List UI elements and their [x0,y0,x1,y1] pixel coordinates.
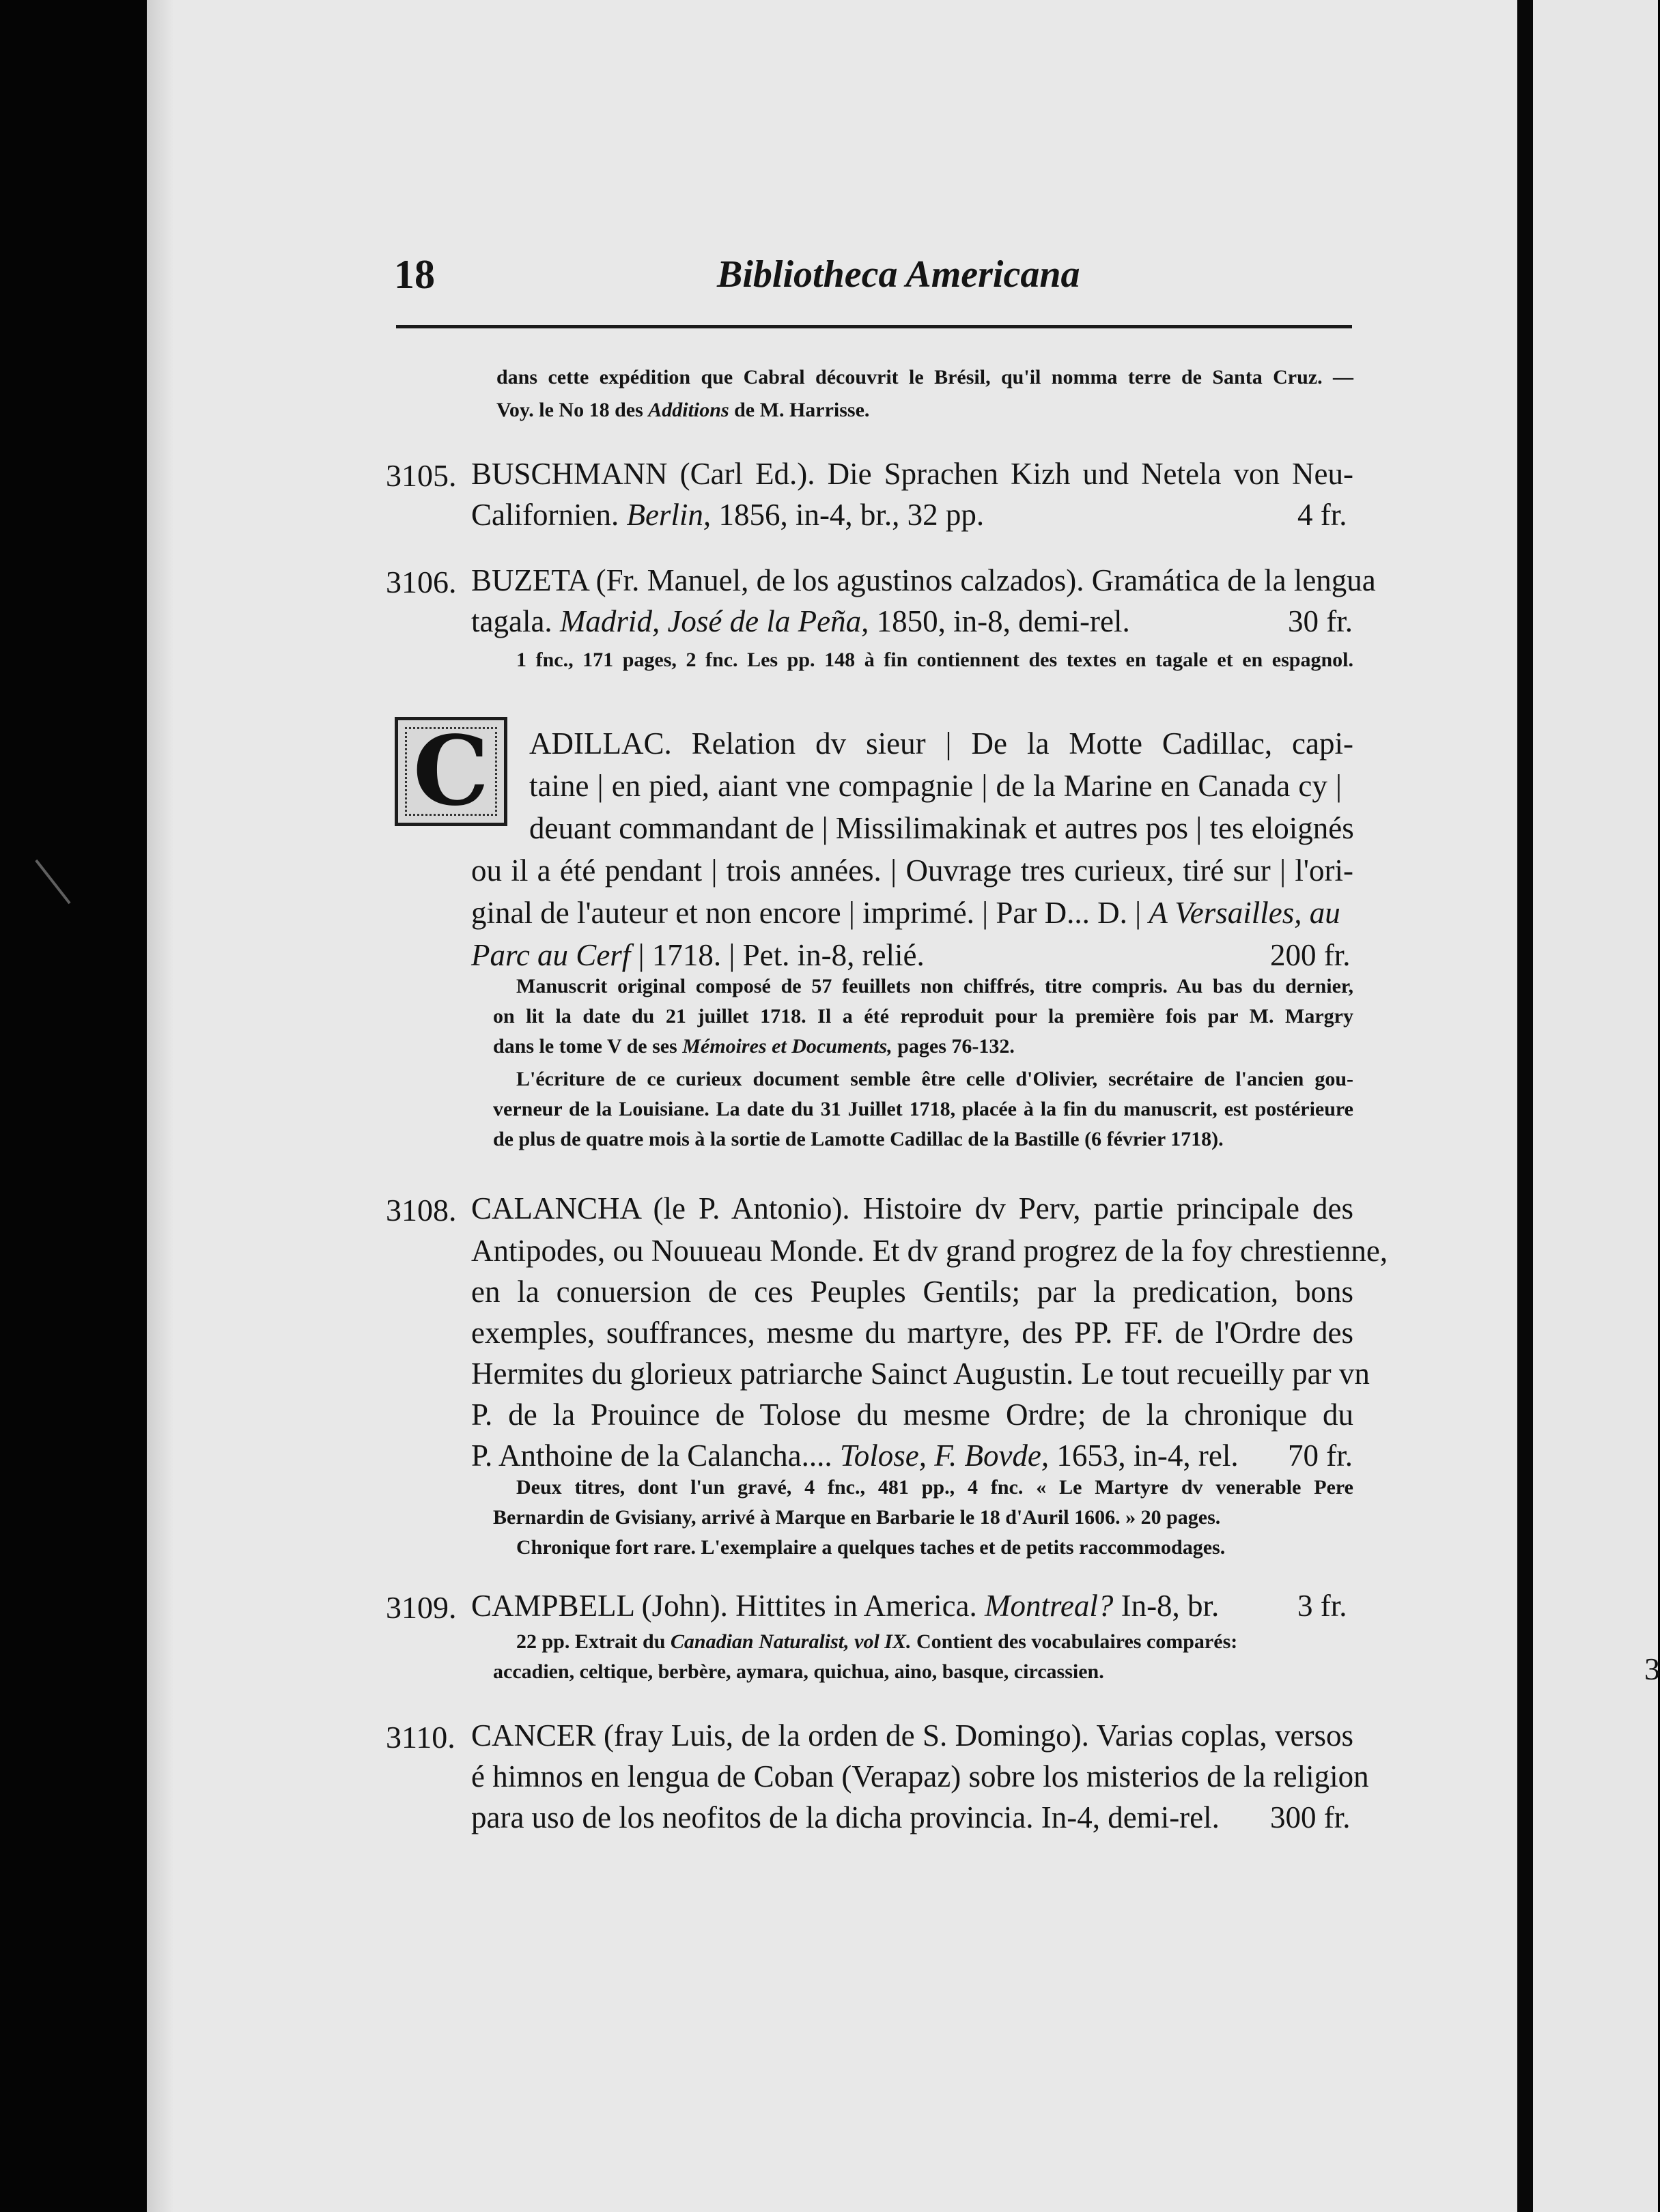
cadillac-line-2: taine | en pied, aiant vne compagnie | de la Marine en Canada cy | [529,769,1342,803]
entry-number: 3105. [386,458,457,493]
entry-3108-line-2: Antipodes, ou Nouueau Monde. Et dv grand progrez de la foy chrestienne, [471,1234,1388,1268]
page-gutter-shadow [147,0,174,2212]
page-number: 18 [394,252,435,297]
entry-3109-line-1: CAMPBELL (John). Hittites in America. Montreal? In-8, br. [471,1589,1220,1623]
cadillac-note-6: de plus de quatre mois à la sortie de Lamotte Cadillac de la Bastille (6 février 1718). [493,1128,1224,1150]
scan-left-edge [0,0,147,2212]
entry-price: 70 fr. [1288,1438,1353,1473]
entry-3108-line-3: en la conuersion de ces Peuples Gentils; par la predication, bons [471,1275,1353,1309]
entry-3106-line-2: tagala. Madrid, José de la Peña, 1850, in-8, demi-rel. [471,604,1130,638]
entry-3108-line-6: P. de la Prouince de Tolose du mesme Ordre; de la chronique du [471,1398,1353,1432]
cadillac-line-5: ginal de l'auteur et non encore | imprimé. | Par D... D. | A Versailles, au [471,896,1340,930]
cadillac-note-1: Manuscrit original composé de 57 feuillets non chiffrés, titre compris. Au bas du dernier, [516,975,1353,997]
facing-page-strip [1533,0,1658,2212]
entry-price: 3 fr. [1297,1589,1347,1623]
entry-3110-line-3: para uso de los neofitos de la dicha provincia. In-4, demi-rel. [471,1800,1220,1834]
entry-3106-note: 1 fnc., 171 pages, 2 fnc. Les pp. 148 à fin contiennent des textes en tagale et en espagnol. [516,649,1353,671]
entry-3108-line-1: CALANCHA (le P. Antonio). Histoire dv Perv, partie principale des [471,1191,1353,1225]
entry-price: 200 fr. [1270,938,1351,972]
entry-3105-line-2: Californien. Berlin, 1856, in-4, br., 32 pp. [471,498,985,532]
decorated-initial: C [395,717,507,826]
entry-price: 30 fr. [1288,604,1353,638]
cadillac-line-4: ou il a été pendant | trois années. | Ouvrage tres curieux, tiré sur | l'ori- [471,853,1353,888]
cadillac-line-3: deuant commandant de | Missilimakinak et autres pos | tes eloignés [529,811,1354,845]
entry-number: 3108. [386,1193,457,1228]
entry-3110-line-1: CANCER (fray Luis, de la orden de S. Domingo). Varias coplas, versos [471,1718,1353,1753]
cadillac-line-6: Parc au Cerf | 1718. | Pet. in-8, relié. [471,938,925,972]
entry-3108-line-5: Hermites du glorieux patriarche Sainct Augustin. Le tout recueilly par vn [471,1357,1370,1391]
cadillac-note-5: verneur de la Louisiane. La date du 31 Juillet 1718, placée à la fin du manuscrit, est postérieure [493,1098,1353,1120]
entry-3110-line-2: é himnos en lengua de Coban (Verapaz) sobre los misterios de la religion [471,1759,1369,1793]
entry-3108-line-7: P. Anthoine de la Calancha.... Tolose, F. Bovde, 1653, in-4, rel. [471,1438,1239,1473]
entry-3108-note-2: Bernardin de Gvisiany, arrivé à Marque en Barbarie le 18 d'Auril 1606. » 20 pages. [493,1506,1221,1529]
header-rule [396,325,1352,328]
cadillac-note-3: dans le tome V de ses Mémoires et Documents, pages 76-132. [493,1035,1015,1058]
entry-price: 300 fr. [1270,1800,1351,1834]
entry-3109-note-2: accadien, celtique, berbère, aymara, quichua, aino, basque, circassien. [493,1660,1104,1683]
entry-price: 4 fr. [1297,498,1347,532]
continuation-line-1: dans cette expédition que Cabral découvrit le Brésil, qu'il nomma terre de Santa Cruz. — [496,366,1353,388]
entry-3108-note-1: Deux titres, dont l'un gravé, 4 fnc., 481 pp., 4 fnc. « Le Martyre dv venerable Pere [516,1476,1353,1499]
facing-page-fragment: 3 [1644,1651,1660,1686]
cadillac-note-4: L'écriture de ce curieux document semble être celle d'Olivier, secrétaire de l'ancien gou- [516,1068,1353,1090]
continuation-line-2: Voy. le No 18 des Additions de M. Harrisse. [496,399,870,421]
entry-3106-line-1: BUZETA (Fr. Manuel, de los agustinos calzados). Gramática de la lengua [471,563,1376,597]
entry-3108-line-4: exemples, souffrances, mesme du martyre, des PP. FF. de l'Ordre des [471,1316,1353,1350]
cadillac-note-2: on lit la date du 21 juillet 1718. Il a été reproduit pour la première fois par M. Margry [493,1005,1353,1027]
running-head: Bibliotheca Americana [717,253,1080,296]
entry-3105-line-1: BUSCHMANN (Carl Ed.). Die Sprachen Kizh und Netela von Neu- [471,457,1353,491]
entry-number: 3109. [386,1590,457,1625]
entry-3109-note-1: 22 pp. Extrait du Canadian Naturalist, vol IX. Contient des vocabulaires comparés: [516,1630,1238,1653]
entry-3108-note-3: Chronique fort rare. L'exemplaire a quelques taches et de petits raccommodages. [516,1536,1226,1559]
entry-number: 3110. [386,1720,455,1755]
entry-number: 3106. [386,565,457,599]
cadillac-line-1: ADILLAC. Relation dv sieur | De la Motte Cadillac, capi- [529,726,1353,761]
